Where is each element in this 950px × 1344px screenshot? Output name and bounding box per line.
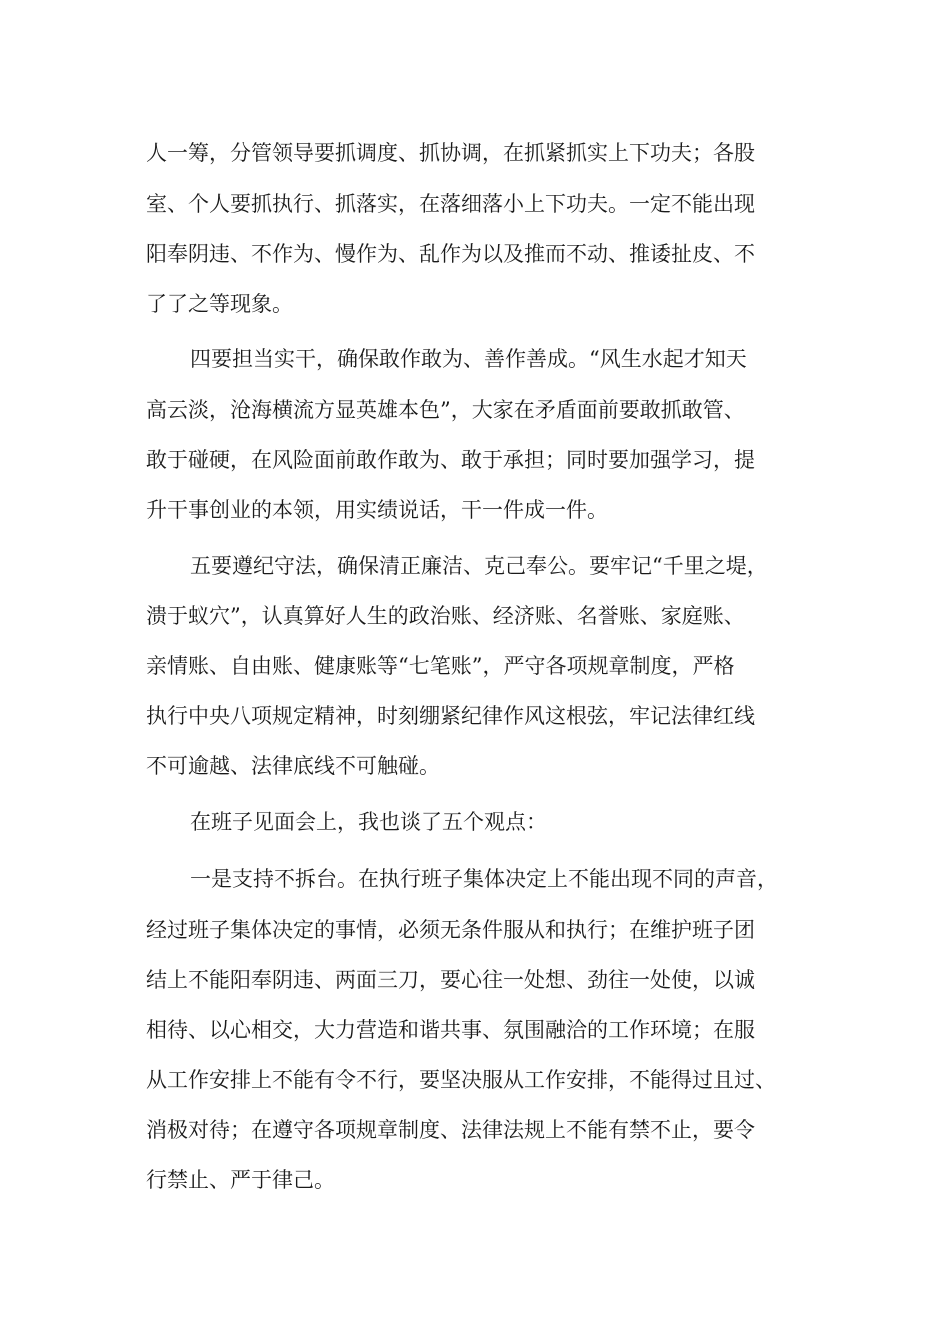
- paragraph-2-line-4: 升干事创业的本领，用实绩说话，干一件成一件。: [146, 498, 608, 522]
- paragraph-5-line-7: 行禁止、严于律己。: [146, 1168, 335, 1192]
- paragraph-2-line-1: 四要担当实干，确保敢作敢为、善作善成。“风生水起才知天: [190, 347, 747, 371]
- paragraph-5-line-5: 从工作安排上不能有令不行，要坚决服从工作安排，不能得过且过、: [146, 1068, 776, 1092]
- paragraph-2-line-3: 敢于碰硬，在风险面前敢作敢为、敢于承担；同时要加强学习，提: [146, 448, 755, 472]
- paragraph-4-line-1: 在班子见面会上，我也谈了五个观点：: [190, 810, 547, 834]
- paragraph-5-line-1: 一是支持不拆台。在执行班子集体决定上不能出现不同的声音，: [190, 867, 778, 891]
- paragraph-1-line-2: 室、个人要抓执行、抓落实，在落细落小上下功夫。一定不能出现: [146, 192, 755, 216]
- paragraph-3-line-2: 溃于蚁穴”，认真算好人生的政治账、经济账、名誉账、家庭账、: [146, 604, 745, 628]
- paragraph-1-line-3: 阳奉阴违、不作为、慢作为、乱作为以及推而不动、推诿扯皮、不: [146, 242, 755, 266]
- paragraph-2-line-2: 高云淡，沧海横流方显英雄本色”，大家在矛盾面前要敢抓敢管、: [146, 398, 745, 422]
- paragraph-5-line-3: 结上不能阳奉阴违、两面三刀，要心往一处想、劲往一处使，以诚: [146, 968, 755, 992]
- paragraph-5-line-2: 经过班子集体决定的事情，必须无条件服从和执行；在维护班子团: [146, 918, 755, 942]
- paragraph-1-line-4: 了了之等现象。: [146, 292, 293, 316]
- paragraph-1-line-1: 人一筹，分管领导要抓调度、抓协调，在抓紧抓实上下功夫；各股: [146, 141, 755, 165]
- paragraph-3-line-1: 五要遵纪守法，确保清正廉洁、克己奉公。要牢记“千里之堤，: [190, 554, 768, 578]
- paragraph-5-line-6: 消极对待；在遵守各项规章制度、法律法规上不能有禁不止，要令: [146, 1118, 755, 1142]
- paragraph-3-line-4: 执行中央八项规定精神，时刻绷紧纪律作风这根弦，牢记法律红线: [146, 704, 755, 728]
- paragraph-5-line-4: 相待、以心相交，大力营造和谐共事、氛围融洽的工作环境；在服: [146, 1018, 755, 1042]
- paragraph-3-line-3: 亲情账、自由账、健康账等“七笔账”，严守各项规章制度，严格: [146, 654, 735, 678]
- paragraph-3-line-5: 不可逾越、法律底线不可触碰。: [146, 754, 440, 778]
